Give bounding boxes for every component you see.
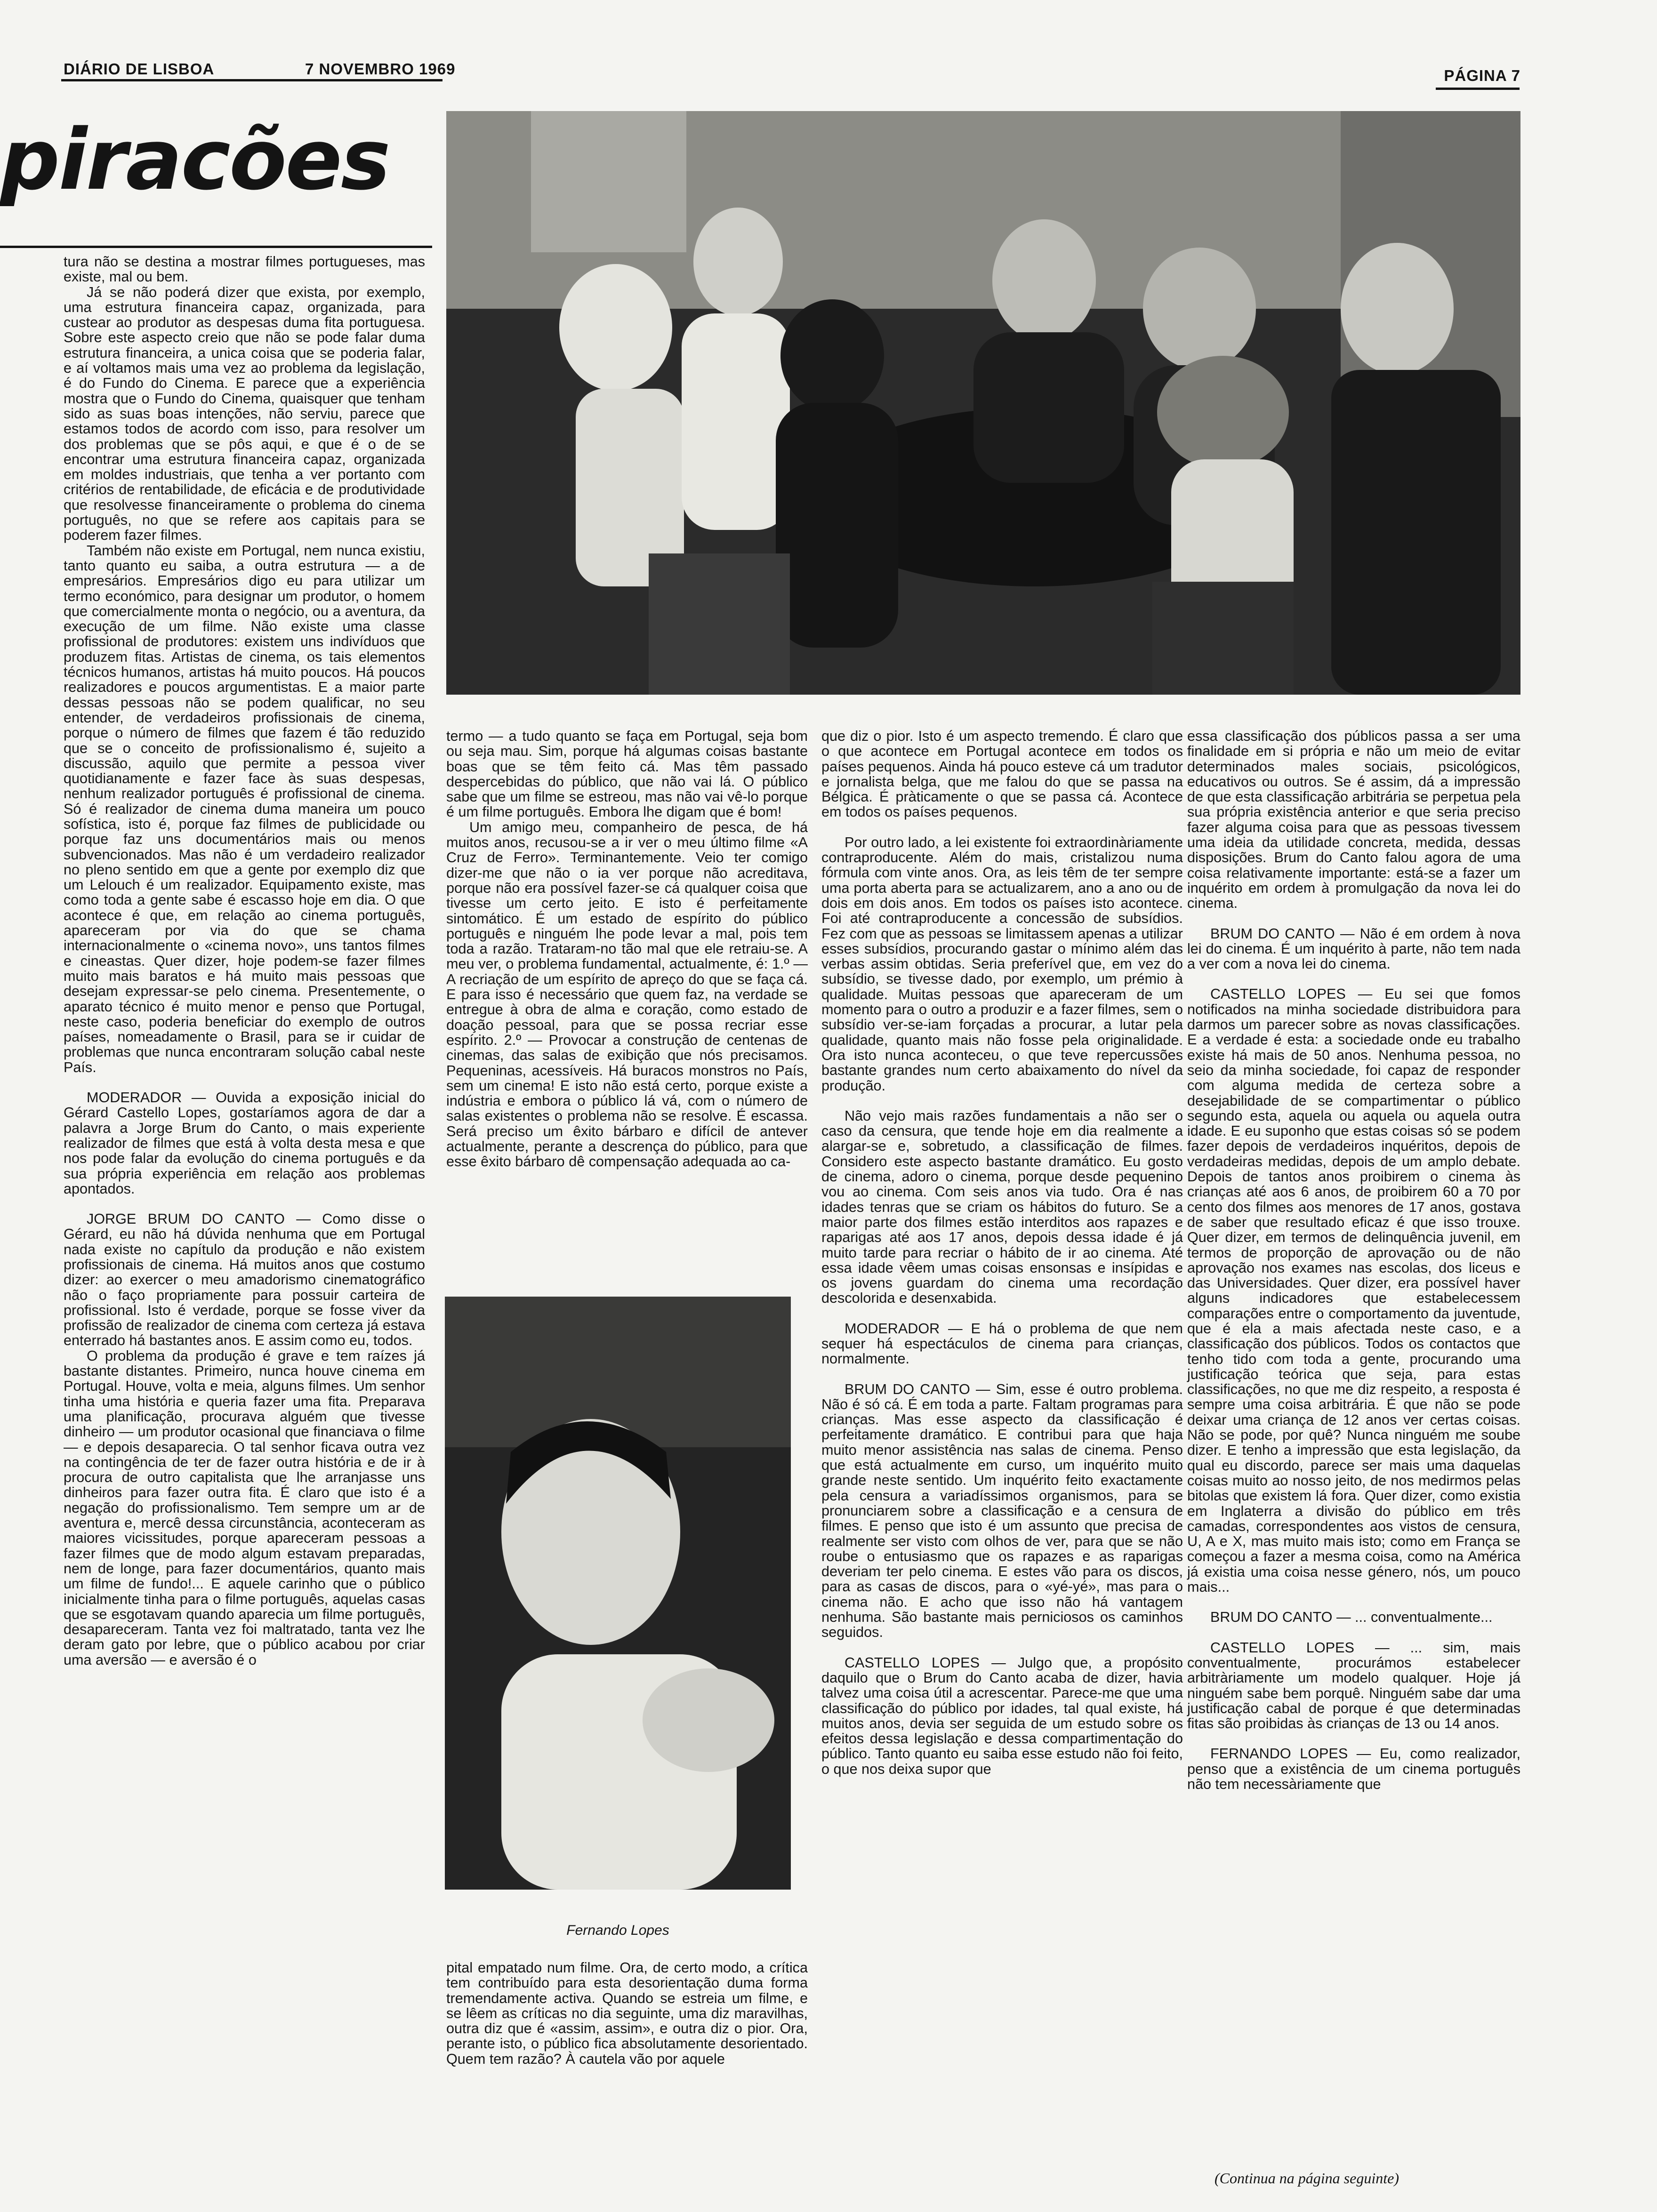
- article-column-4: [1187, 729, 1520, 2140]
- paragraph: Já se não poderá dizer que exista, por exemplo, uma estrutura financeira capaz, organizada, para custear ao produtor as despesas duma fita portuguesa. Sobre este aspecto creio que não se pode falar duma estrutura financeira, a unica coisa que se poderia falar, e aí voltamos mais uma vez ao problema da legislação, é do Fundo do Cinema. E parece que a experiência mostra que o Fundo do Cinema, quaisquer que tenham sido as suas boas intenções, não serviu, parece que estamos todos de acordo com isso, para resolver um dos problemas que se pôs aqui, e que é o de se encontrar uma estrutura financeira capaz, organizada em moldes industriais, que tenha a ver portanto com critérios de rentabilidade, de eficácia e de produtividade que resolvesse financeiramente o problema do cinema português, no que se refere aos capitais para se poderem fazer filmes.: [64, 284, 425, 544]
- paragraph: MODERADOR — Ouvida a exposição inicial do Gérard Castello Lopes, gostaríamos agora de dar a palavra a Jorge Brum do Canto, o mais experiente realizador de filmes que está à volta desta mesa e que nos pode falar da evolução do cinema português e da sua própria experiência em relação aos problemas apontados.: [64, 1090, 425, 1197]
- group-photo: [446, 111, 1520, 695]
- paragraph: termo — a tudo quanto se faça em Portugal, seja bom ou seja mau. Sim, porque há algumas coisas bastante boas que se têm feito cá. Mas têm passado despercebidas do público, que não vai lá. O público sabe que um filme se estreou, mas não vai vê-lo porque é um filme português. Embora lhe digam que é bom!: [446, 728, 808, 820]
- paragraph: Um amigo meu, companheiro de pesca, de há muitos anos, recusou-se a ir ver o meu último filme «A Cruz de Ferro». Terminantemente. Veio ter comigo dizer-me que não o ia ver porque não acreditava, porque não era possível fazer-se cá qualquer coisa que tivesse um certo jeito. E isto é perfeitamente sintomático. É um estado de espírito do público português e ninguém lhe pode levar a mal, pois tem toda a razão. Trataram-no tão mal que ele retraiu-se. A meu ver, o problema fundamental, actualmente, é: 1.º — A recriação de um espírito de apreço do que se faça cá. E para isso é necessário que quem faz, na verdade se entregue à obra de alma e coração, como estado de doação pessoal, para que se possa recriar esse espírito. 2.º — Provocar a construção de centenas de cinemas, das salas de exibição que nós precisamos. Pequeninas, acessíveis. Há buracos monstros no País, sem um cinema! E isto não está certo, porque existe a indústria e embora o público lá vá, com o número de salas existentes o problema não se resolve. É escassa. Será preciso um êxito bárbaro e difícil de antever actualmente, perante a descrença do público, para que esse êxito bárbaro dê compensação adequada ao ca-: [446, 819, 808, 1170]
- article-column-2-top: [446, 729, 808, 1284]
- portrait-caption: Fernando Lopes: [566, 1923, 669, 1938]
- paragraph: CASTELLO LOPES — ... sim, mais conventualmente, procurámos estabelecer arbitràriamente um modelo qualquer. Hoje já ninguém sabe bem porquê. Ninguém sabe dar uma justificação cabal de porque é que determinadas fitas são proibidas às crianças de 13 ou 14 anos.: [1187, 1639, 1520, 1732]
- paragraph: essa classificação dos públicos passa a ser uma finalidade em si própria e não um meio de evitar determinados males sociais, psicológicos, educativos ou outros. Se é assim, dá a impressão de que esta classificação arbitrária se perpetua pela sua própria existência anterior e que seria preciso fazer alguma coisa para que as pessoas tivessem uma ideia da utilidade concreta, medida, dessas disposições. Brum do Canto falou agora de uma coisa relativamente importante: está-se a fazer um inquérito em ordem à promulgação da nova lei do cinema.: [1187, 728, 1520, 912]
- issue-date: 7 NOVEMBRO 1969: [305, 60, 456, 78]
- paragraph: JORGE BRUM DO CANTO — Como disse o Gérard, eu não há dúvida nenhuma que em Portugal nada existe no capítulo da produção e não existem profissionais de cinema. Há muitos anos que costumo dizer: ao exercer o meu amadorismo cinematográfico não o faço propriamente para possuir carteira de profissional. Isto é verdade, porque se fosse viver da profissão de realizador de cinema com certeza já estava enterrado há bastantes anos. E assim como eu, todos.: [64, 1211, 425, 1349]
- group-photo-image: [446, 111, 1520, 695]
- paragraph: pital empatado num filme. Ora, de certo modo, a crítica tem contribuído para esta desorientação duma forma tremendamente activa. Quando se estreia um filme, e se lêem as críticas no dia seguinte, uma diz maravilhas, outra diz que é «assim, assim», e outra diz o pior. Ora, perante isto, o público fica absolutamente desorientado. Quem tem razão? À cautela vão por aquele: [446, 1960, 808, 2067]
- paragraph: O problema da produção é grave e tem raízes já bastante distantes. Primeiro, nunca houve cinema em Portugal. Houve, volta e meia, alguns filmes. Um senhor tinha uma história e queria fazer uma fita. Preparava uma planificação, procurava alguém que tivesse dinheiro — um produtor ocasional que financiava o filme — e depois desaparecia. O tal senhor ficava outra vez na contingência de ter de fazer outra história e de ir à procura de outro capitalista que lhe arranjasse uns dinheiros para fazer outra fita. É claro que isto é a negação do profissionalismo. Tem sempre um ar de aventura e, mercê dessa circunstância, aconteceram as maiores vicissitudes, porque apareceram pessoas a fazer filmes que de modo algum estavam preparadas, nem de longe, para fazer documentários, quanto mais um filme de fundo!... E aquele carinho que o público inicialmente tinha para o filme português, aquelas casas que se esgotavam quando aparecia um filme português, desapareceram. Tanta vez foi maltratado, tanta vez lhe deram gato por lebre, que o público acabou por criar uma aversão — e aversão é o: [64, 1347, 425, 1668]
- publication-name: DIÁRIO DE LISBOA: [64, 60, 215, 78]
- paragraph: CASTELLO LOPES — Eu sei que fomos notificados na minha sociedade distribuidora para darmos um parecer sobre as novas classificações. E a verdade é esta: a sociedade onde eu trabalho existe há mais de 50 anos. Nenhuma pessoa, no seio da minha sociedade, foi capaz de responder com alguma medida de certeza sobre a desejabilidade de se compartimentar o público segundo esta, aquela ou aquela ou aquela outra idade. E eu suponho que estas coisas só se podem fazer depois de verdadeiros inquéritos, depois de verdadeiras medidas, depois de um amplo debate. Depois de tantos anos proibirem o cinema às crianças até aos 6 anos, de proibirem 60 a 70 por cento dos filmes aos menores de 17 anos, gostava de saber que resultado eficaz é que isso trouxe. Quer dizer, em termos de delinquência juvenil, em termos de proporção de aprovação ou de não aprovação nos exames nas escolas, dos liceus e das Universidades. Quer dizer, era possível haver alguns indicadores que estabelecessem comparações entre o comportamento da juventude, que é ela a mais afectada neste caso, e a classificação dos públicos. Todos os contactos que tenho tido com toda a gente, procurando uma justificação teórica que seja, para estas classificações, no que me diz respeito, a resposta é sempre uma coisa arbitrária. É que não se pode deixar uma criança de 12 anos ver certas coisas. Não se pode, por quê? Nunca ninguém me soube dizer. E tenho a impressão que esta legislação, da qual eu discordo, parece ser mais uma daquelas coisas muito ao nosso jeito, de nos medirmos pelas bitolas que existem lá fora. Quer dizer, como existia em Inglaterra a divisão do público em três camadas, correspondentes aos vistos de censura, U, A e X, mas muito mais isto; como em França se começou a fazer a mesma coisa, como na América já existia uma coisa nesse género, nós, um pouco mais...: [1187, 986, 1520, 1595]
- headline-rule: [0, 246, 432, 248]
- paragraph: BRUM DO CANTO — ... conventualmente...: [1210, 1609, 1493, 1626]
- paragraph: Por outro lado, a lei existente foi extraordinàriamente contraproducente. Além do mais, cristalizou numa fórmula com vinte anos. Ora, as leis têm de ter sempre uma porta aberta para se actualizarem, ano a ano ou de dois em dois anos. Em todos os países isto acontece. Foi até contraproducente a concessão de subsídios. Fez com que as pessoas se limitassem apenas a utilizar esses subsídios, procurando gastar o mínimo além das verbas assim obtidas. Seria preferível que, em vez do subsídio, se tivesse dado, por exemplo, um prémio à qualidade. Muitas pessoas que apareceram de um momento para o outro a produzir e a fazer filmes, sem o subsídio ver-se-iam forçadas a procurar, a lutar pela qualidade, quanto mais não fosse pela originalidade. Ora isto nunca aconteceu, o que teve repercussões bastante grandes num certo abaixamento do nível da produção.: [821, 834, 1183, 1094]
- paragraph: que diz o pior. Isto é um aspecto tremendo. É claro que o que acontece em Portugal acontece em todos os países pequenos. Ainda há pouco esteve cá um tradutor e jornalista belga, que me falou do que se passa na Bélgica. É pràticamente o que se passa cá. Acontece em todos os países pequenos.: [821, 728, 1183, 820]
- paragraph: FERNANDO LOPES — Eu, como realizador, penso que a existência de um cinema português não tem necessàriamente que: [1187, 1746, 1520, 1792]
- page-number: PÁGINA 7: [1444, 67, 1520, 84]
- paragraph: BRUM DO CANTO — Sim, esse é outro problema. Não é só cá. É em toda a parte. Faltam programas para crianças. Mas esse aspecto da classificação é perfeitamente dramático. E contribui para que haja muito menor assistência nas salas de cinema. Penso que está actualmente em curso, um inquérito muito grande neste sentido. Um inquérito feito exactamente pela censura a variadíssimos organismos, para se pronunciarem sobre a classificação e a censura de filmes. E penso que isto é um assunto que precisa de realmente ser visto com olhos de ver, para que se não roube o entusiasmo que os rapazes e as raparigas deveriam ter pelo cinema. E estes vão para os discos, para as casas de discos, para o «yé-yé», mas para o cinema não. E acho que isso não há vantagem nenhuma. São bastante mais perniciosos os caminhos seguidos.: [821, 1381, 1183, 1641]
- paragraph: BRUM DO CANTO — Não é em ordem à nova lei do cinema. É um inquérito à parte, não tem nada a ver com a nova lei do cinema.: [1187, 925, 1520, 972]
- header-rule: [61, 79, 442, 81]
- article-column-3: [821, 729, 1183, 2197]
- paragraph: CASTELLO LOPES — Julgo que, a propósito daquilo que o Brum do Canto acaba de dizer, havia talvez uma coisa útil a acrescentar. Parece-me que uma classificação do público por idades, tal qual existe, há muitos anos, devia ser seguida de um estudo sobre os efeitos dessa legislação e dessa compartimentação do público. Tanto quanto eu saiba esse estudo não foi feito, o que nos deixa supor que: [821, 1654, 1183, 1777]
- paragraph: tura não se destina a mostrar filmes portugueses, mas existe, mal ou bem.: [64, 254, 425, 285]
- header-rule-right: [1436, 88, 1520, 90]
- article-column-2-bottom: [446, 1960, 808, 2196]
- article-column-1: [64, 254, 425, 2193]
- paragraph: Não vejo mais razões fundamentais a não ser o caso da censura, que tende hoje em dia realmente a alargar-se e, sobretudo, a classificação de filmes. Considero este aspecto bastante dramático. Eu gosto de cinema, adoro o cinema, porque desde pequenino vou ao cinema. Com seis anos via tudo. Ora é nas idades tenras que se criam os hábitos do futuro. Se a maior parte dos filmes estão interditos aos rapazes e raparigas até aos 17 anos, depois dessa idade é já muito tarde para recriar o hábito de ir ao cinema. Até essa idade vêem umas coisas ensonsas e insípidas e os jovens guardam do cinema uma recordação descolorida e desenxabida.: [821, 1107, 1183, 1306]
- paragraph: Também não existe em Portugal, nem nunca existiu, tanto quanto eu saiba, a outra estrutura — a de empresários. Empresários digo eu para utilizar um termo económico, para designar um produtor, o homem que comercialmente monta o negócio, ou a aventura, da execução de um filme. Não existe uma classe profissional de produtores: existem uns indivíduos que produzem fitas. Artistas de cinema, os tais elementos técnicos humanos, artistas há muito poucos. Há poucos realizadores e poucos argumentistas. E a maior parte dessas pessoas não se podem qualificar, no seu entender, de verdadeiros profissionais de cinema, porque o número de filmes que fazem é tão reduzido que se o conceito de profissionalismo é, sujeito a discussão, aquilo que permite a pessoa viver quotidianamente e fazer face às suas despesas, nenhum realizador português é profissional de cinema. Só é realizador de cinema duma maneira um pouco sofística, isto é, porque faz filmes de publicidade ou porque faz uns documentários mais ou menos subvencionados. Mas não é um verdadeiro realizador no pleno sentido em que a gente por exemplo diz que um Lelouch é um realizador. Equipamento existe, mas como toda a gente sabe é escasso hoje em dia. O que acontece é que, em relação ao cinema português, apareceram por via do que se chama internacionalmente o «cinema novo», uns tantos filmes e cineastas. Quer dizer, hoje podem-se fazer filmes muito mais baratos e há muito mais pessoas que desejam expressar-se pelo cinema. Presentemente, o aparato técnico é muito menor e penso que Portugal, neste caso, poderia beneficiar do exemplo de outros países, nomeadamente o Brasil, para se ir cuidar de problemas que nunca encontraram solução cabal neste País.: [64, 542, 425, 1075]
- portrait-image: [445, 1297, 791, 1890]
- headline: piracões: [0, 111, 389, 208]
- continuation-note: (Continua na página seguinte): [1215, 2170, 1399, 2187]
- portrait-photo: [445, 1297, 791, 1890]
- paragraph: MODERADOR — E há o problema de que nem sequer há espectáculos de cinema para crianças, normalmente.: [821, 1320, 1183, 1367]
